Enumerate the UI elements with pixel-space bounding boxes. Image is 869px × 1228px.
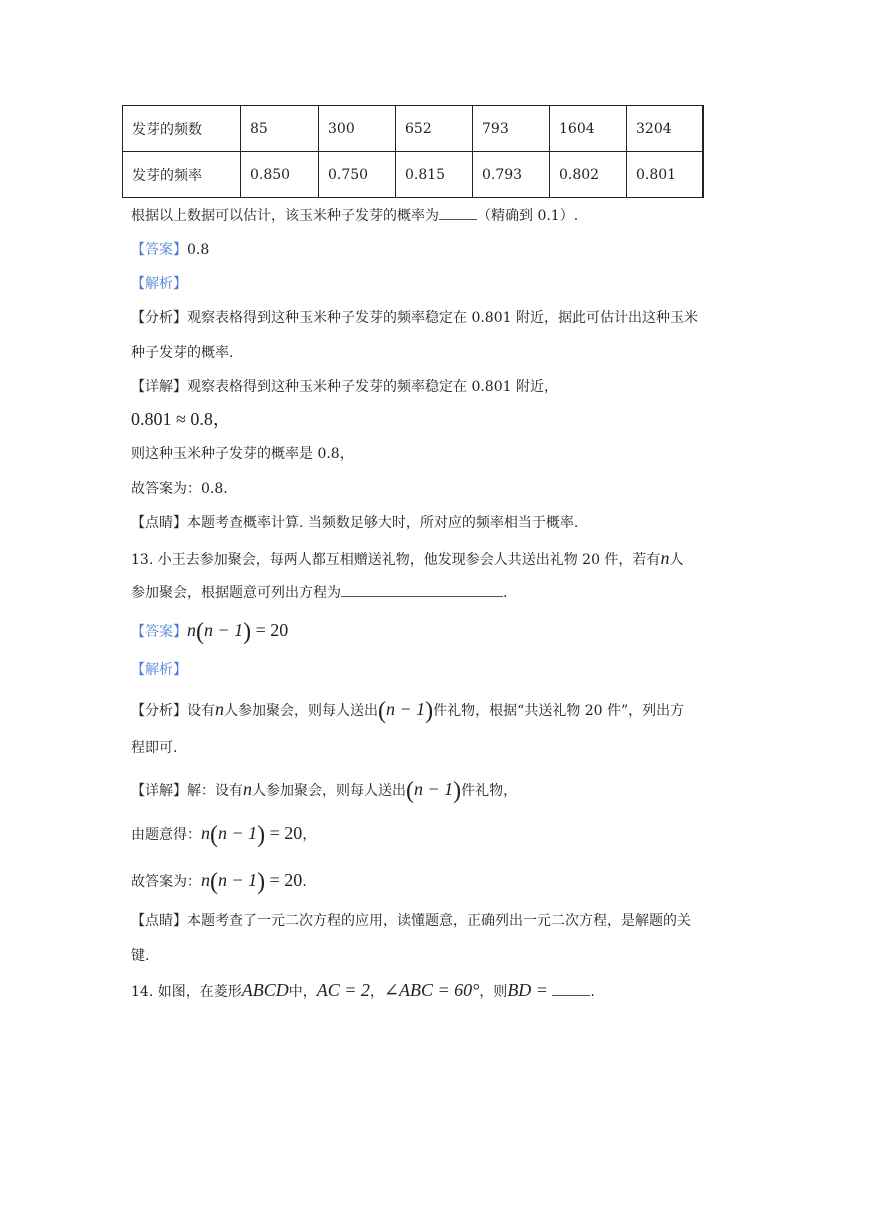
table-cell: 652 [396,106,473,152]
q13-text-d: . [503,585,508,601]
q13-text-b: 人 [669,552,684,568]
q13-question-line1 [131,548,683,570]
var-n: n [660,548,670,568]
n-minus-1: n − 1 [414,779,454,799]
table-cell: 85 [241,106,319,152]
q13-fenxi: 【分析】设有n人参加聚会，则每人送出(n − 1)件礼物，根据“共送礼物 20 件”，列出方 [131,698,685,724]
fenxi-text: 观察表格得到这种玉米种子发芽的频率稳定在 0.801 附近，据此可估计出这种玉米 [187,310,698,326]
angle-value: ∠ABC = 60° [383,980,480,1000]
xiangjie-text: 观察表格得到这种玉米种子发芽的频率稳定在 0.801 附近， [187,379,558,395]
answer-label: 【答案】 [131,624,187,640]
var-n: n [215,699,224,719]
xiangjie-text: 解：设有 [187,783,243,799]
q13-text-a: 13. 小王去参加聚会，每两人都互相赠送礼物，他发现参会人共送出礼物 20 件，若有 [131,552,661,568]
q12-question-note: （精确到 0.1）. [477,208,579,224]
q13-answer: 【答案】n(n − 1) = 20 [131,619,289,645]
q14-text: 中， [288,984,317,1000]
equals-20: = 20 [269,870,303,890]
table-cell: 0.802 [550,152,627,198]
approx-equation: 0.801 ≈ 0.8， [131,409,231,429]
dianjing-label: 【点睛】 [131,515,187,531]
q12-answer [131,240,209,260]
n-minus-1: n − 1 [386,699,426,719]
tiyi-label: 由题意得： [131,827,201,843]
answer-blank [341,582,503,597]
q12-question-text: 根据以上数据可以估计，该玉米种子发芽的概率为 [131,208,439,224]
q13-tiyi: 由题意得：n(n − 1) = 20， [131,822,317,848]
q13-text-c: 参加聚会，根据题意可列出方程为 [131,585,341,601]
dianjing-label: 【点睛】 [131,913,187,929]
var-n: n [201,823,210,843]
answer-label: 【答案】 [131,242,187,258]
table-row [123,152,704,198]
table-cell: 300 [319,106,396,152]
var-n: n [243,779,252,799]
equals-20: = 20 [269,823,303,843]
table-cell: 0.850 [241,152,319,198]
q14-question [131,980,595,1002]
dianjing-text: 本题考查概率计算. 当频数足够大时，所对应的频率相当于概率. [187,515,579,531]
xiangjie-text: 人参加聚会，则每人送出 [252,783,406,799]
q12-dianjing [131,513,578,533]
fenxi-text: 件礼物，根据“共送礼物 20 件”，列出方 [433,703,685,719]
table-cell: 0.815 [396,152,473,198]
fenxi-label: 【分析】 [131,703,187,719]
frequency-table [122,105,704,198]
answer-blank [552,981,590,996]
fenxi-label: 【分析】 [131,310,187,326]
fenxi-text: 设有 [187,703,215,719]
period: . [302,874,307,890]
q13-fenxi-line2: 程即可. [131,740,178,756]
rhombus-name: ABCD [241,980,289,1000]
table-row [123,106,704,152]
comma: ， [302,827,317,843]
row-label: 发芽的频数 [123,106,241,152]
q13-question-line2 [131,582,507,603]
q12-final: 故答案为：0.8. [131,481,228,497]
jiexi-label: 【解析】 [131,662,187,678]
var-n: n [187,620,196,640]
q14-text: 14. 如图，在菱形 [131,984,242,1000]
table-cell: 1604 [550,106,627,152]
n-minus-1: n − 1 [218,823,258,843]
q14-text: . [590,984,595,1000]
answer-blank [439,205,477,220]
var-n: n [201,870,210,890]
table-cell: 3204 [627,106,704,152]
q12-question [131,205,578,226]
jiexi-label: 【解析】 [131,276,187,292]
q12-then: 则这种玉米种子发芽的概率是 0.8， [131,446,354,462]
n-minus-1: n − 1 [204,620,244,640]
equals-20: = 20 [255,620,289,640]
ac-value: AC = 2 [316,980,370,1000]
q12-fenxi-line2: 种子发芽的概率. [131,345,234,361]
q14-text: ， [369,984,384,1000]
row-label: 发芽的频率 [123,152,241,198]
table-cell: 0.750 [319,152,396,198]
gudaan-label: 故答案为： [131,874,201,890]
fenxi-text: 人参加聚会，则每人送出 [224,703,378,719]
q13-dianjing [131,911,691,931]
xiangjie-text: 件礼物， [461,783,518,799]
answer-value: 0.8 [187,242,210,258]
table-cell: 0.793 [473,152,550,198]
xiangjie-label: 【详解】 [131,379,187,395]
q13-dianjing-line2: 键. [131,948,150,964]
table-cell: 793 [473,106,550,152]
n-minus-1: n − 1 [218,870,258,890]
table-cell: 0.801 [627,152,704,198]
bd-label: BD = [507,980,548,1000]
q14-text: ，则 [479,984,508,1000]
q13-gudaan: 故答案为：n(n − 1) = 20. [131,869,307,895]
q12-fenxi [131,308,698,328]
q13-xiangjie: 【详解】解：设有n人参加聚会，则每人送出(n − 1)件礼物， [131,778,518,804]
q12-xiangjie [131,377,558,397]
dianjing-text: 本题考查了一元二次方程的应用，读懂题意，正确列出一元二次方程，是解题的关 [187,913,691,929]
xiangjie-label: 【详解】 [131,783,187,799]
